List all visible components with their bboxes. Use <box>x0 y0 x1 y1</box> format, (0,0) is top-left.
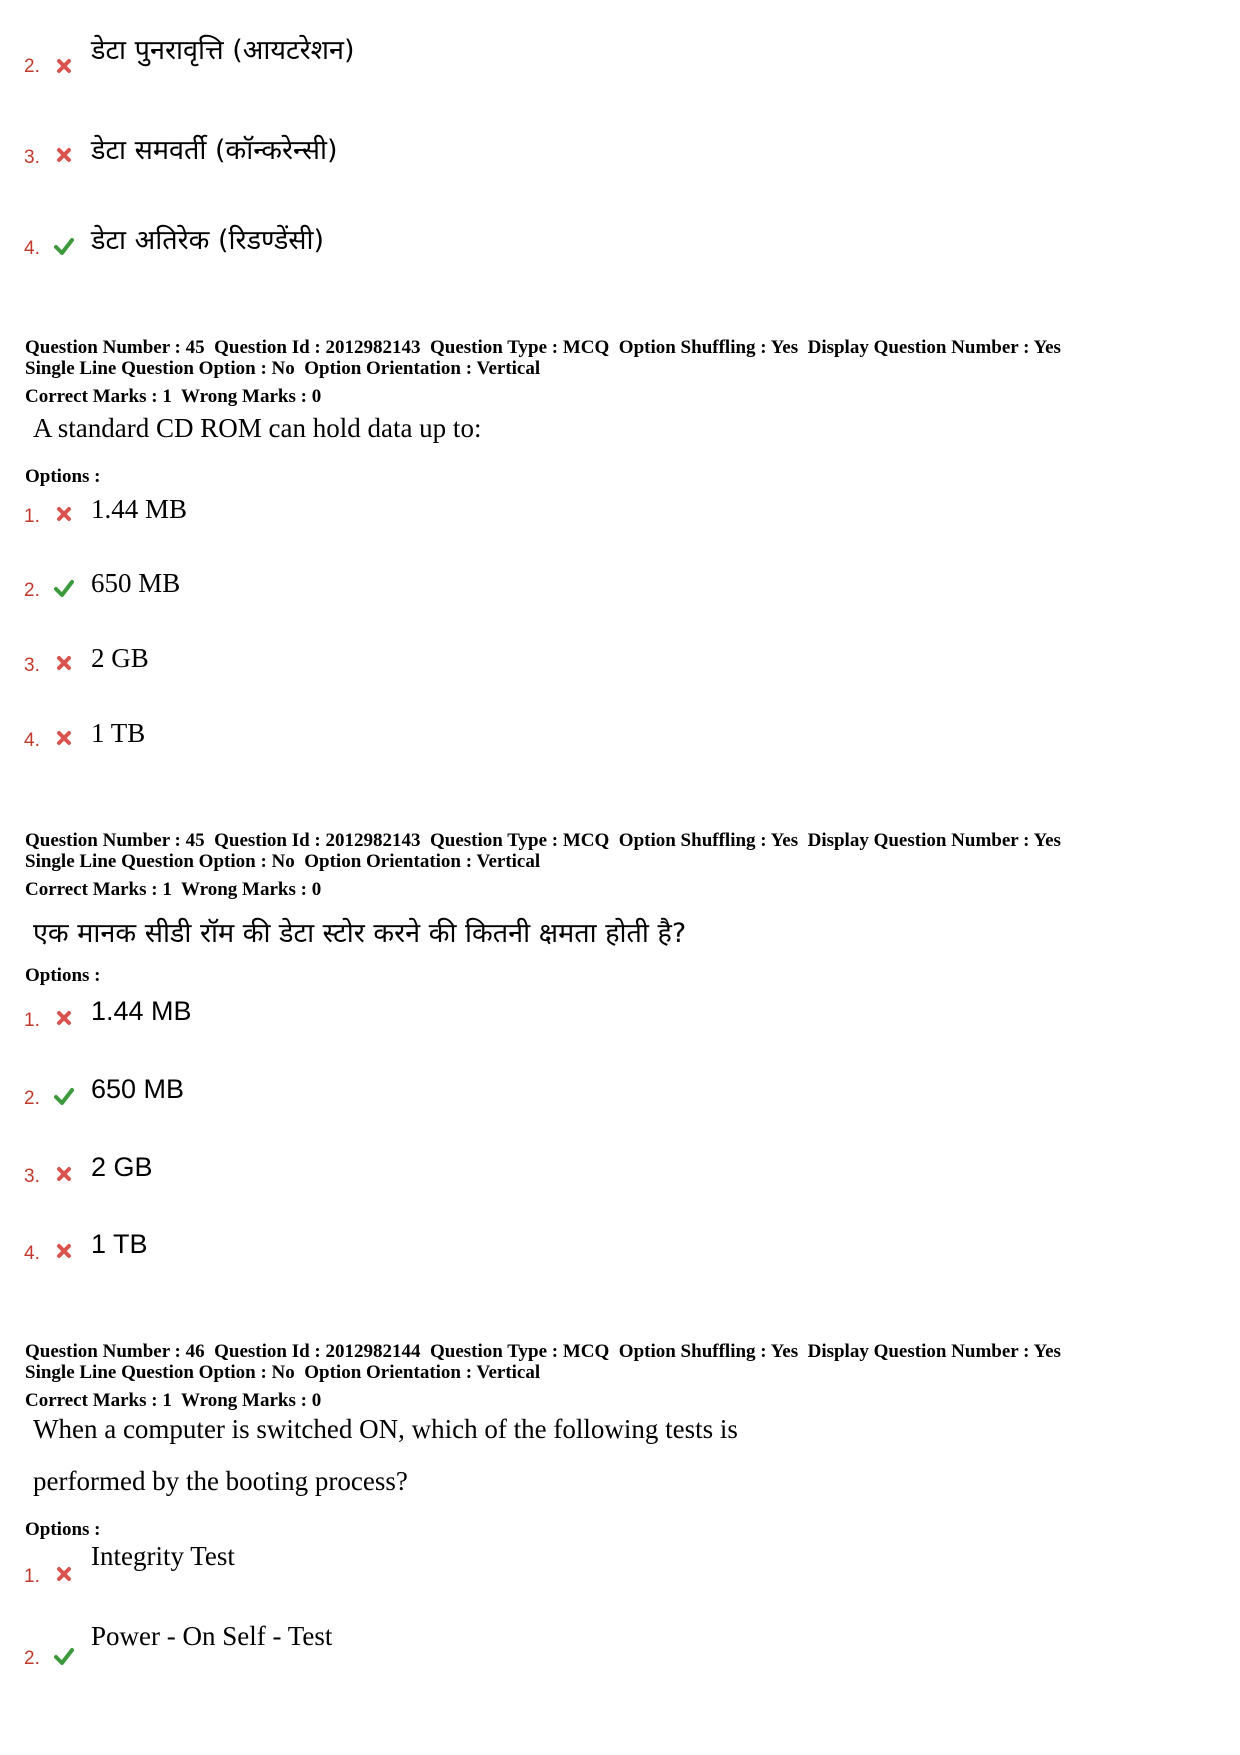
options-label: Options : <box>25 1519 101 1540</box>
question-meta-line: Question Number : 45 Question Id : 2012982143 Question Type : MCQ Option Shuffling : Yes Display Question Number : Yes <box>25 830 1061 851</box>
check-icon <box>54 236 74 256</box>
question-meta-line: Single Line Question Option : No Option Orientation : Vertical <box>25 851 541 872</box>
question-text: एक मानक सीडी रॉम की डेटा स्टोर करने की कितनी क्षमता होती है? <box>33 918 687 949</box>
marks-line: Correct Marks : 1 Wrong Marks : 0 <box>25 1390 322 1411</box>
cross-icon <box>54 1241 74 1261</box>
cross-icon <box>54 145 74 165</box>
question-meta-line: Single Line Question Option : No Option Orientation : Vertical <box>25 358 541 379</box>
option-text: डेटा समवर्ती (कॉन्करेन्सी) <box>91 135 338 166</box>
option-text: 2 GB <box>91 643 149 673</box>
option-number: 4. <box>24 730 40 751</box>
option-text: 650 MB <box>91 1074 185 1104</box>
question-text-line: When a computer is switched ON, which of the following tests is <box>33 1414 738 1444</box>
cross-icon <box>54 56 74 76</box>
option-text: 650 MB <box>91 568 181 598</box>
marks-line: Correct Marks : 1 Wrong Marks : 0 <box>25 386 322 407</box>
check-icon <box>54 1646 74 1666</box>
option-number: 2. <box>24 56 40 77</box>
cross-icon <box>54 1008 74 1028</box>
question-meta-line: Question Number : 45 Question Id : 2012982143 Question Type : MCQ Option Shuffling : Yes Display Question Number : Yes <box>25 337 1061 358</box>
option-number: 3. <box>24 1166 40 1187</box>
options-label: Options : <box>25 466 101 487</box>
option-number: 3. <box>24 147 40 168</box>
option-text: डेटा पुनरावृत्ति (आयटरेशन) <box>91 35 355 66</box>
check-icon <box>54 1086 74 1106</box>
option-number: 2. <box>24 580 40 601</box>
cross-icon <box>54 728 74 748</box>
question-text: A standard CD ROM can hold data up to: <box>33 413 482 443</box>
option-number: 1. <box>24 1010 40 1031</box>
option-text: डेटा अतिरेक (रिडण्डेंसी) <box>91 225 325 256</box>
option-number: 3. <box>24 655 40 676</box>
marks-line: Correct Marks : 1 Wrong Marks : 0 <box>25 879 322 900</box>
cross-icon <box>54 653 74 673</box>
cross-icon <box>54 1164 74 1184</box>
question-meta-line: Single Line Question Option : No Option Orientation : Vertical <box>25 1362 541 1383</box>
option-text: 1.44 MB <box>91 494 188 524</box>
option-number: 1. <box>24 1566 40 1587</box>
option-text: 1 TB <box>91 1229 148 1259</box>
option-number: 1. <box>24 506 40 527</box>
option-text: 1.44 MB <box>91 996 192 1026</box>
option-number: 4. <box>24 238 40 259</box>
option-number: 4. <box>24 1243 40 1264</box>
option-text: Integrity Test <box>91 1541 235 1571</box>
question-meta-line: Question Number : 46 Question Id : 2012982144 Question Type : MCQ Option Shuffling : Yes Display Question Number : Yes <box>25 1341 1061 1362</box>
option-text: Power - On Self - Test <box>91 1621 333 1651</box>
option-text: 2 GB <box>91 1152 153 1182</box>
check-icon <box>54 578 74 598</box>
options-label: Options : <box>25 965 101 986</box>
option-number: 2. <box>24 1648 40 1669</box>
question-text-line: performed by the booting process? <box>33 1466 408 1496</box>
option-number: 2. <box>24 1088 40 1109</box>
cross-icon <box>54 1564 74 1584</box>
option-text: 1 TB <box>91 718 146 748</box>
cross-icon <box>54 504 74 524</box>
